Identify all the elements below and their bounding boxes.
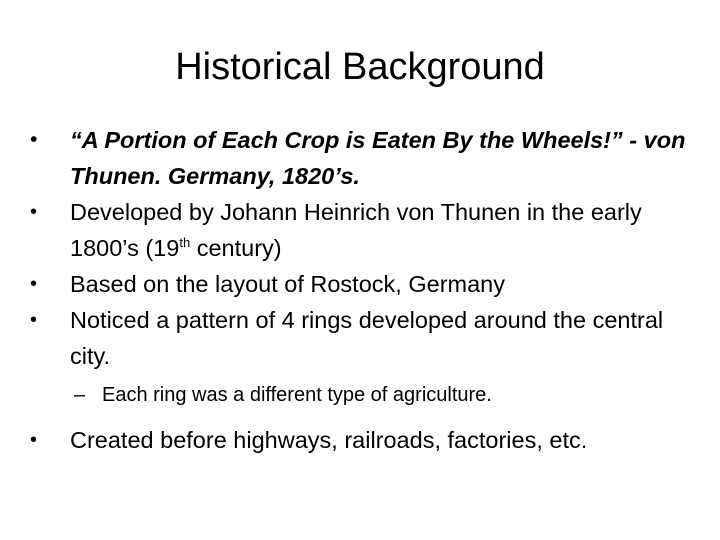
slide-title: Historical Background bbox=[175, 46, 545, 88]
bullet-text: Created before highways, railroads, factories, etc. bbox=[70, 427, 588, 453]
bullet-text: Noticed a pattern of 4 rings developed around the central city. bbox=[70, 307, 664, 369]
bullet-item-developed bbox=[30, 194, 700, 266]
bullet-text-tail: century) bbox=[190, 235, 282, 261]
bullet-item-rostock bbox=[30, 266, 700, 302]
bullet-glyph: • bbox=[30, 201, 38, 223]
bullet-glyph: • bbox=[30, 309, 38, 331]
superscript-th: th bbox=[179, 235, 191, 250]
bullet-item-created bbox=[30, 422, 700, 458]
bullet-item-rings bbox=[30, 302, 700, 374]
bullet-text: Based on the layout of Rostock, Germany bbox=[70, 271, 505, 297]
bullet-glyph: • bbox=[30, 429, 38, 451]
bullet-glyph: • bbox=[30, 273, 38, 295]
sub-bullet-item bbox=[30, 380, 700, 410]
bullet-text: “A Portion of Each Crop is Eaten By the Wheels!” - von Thunen. Germany, 1820’s. bbox=[70, 127, 686, 189]
bullet-text: Developed by Johann Heinrich von Thunen in the early 1800’s (19 bbox=[70, 199, 642, 261]
bullet-glyph: • bbox=[30, 129, 38, 151]
bullet-list bbox=[30, 122, 700, 458]
sub-bullet-text: Each ring was a different type of agriculture. bbox=[102, 384, 492, 406]
sub-bullet-dash: – bbox=[74, 384, 86, 406]
bullet-item-quote bbox=[30, 122, 700, 194]
